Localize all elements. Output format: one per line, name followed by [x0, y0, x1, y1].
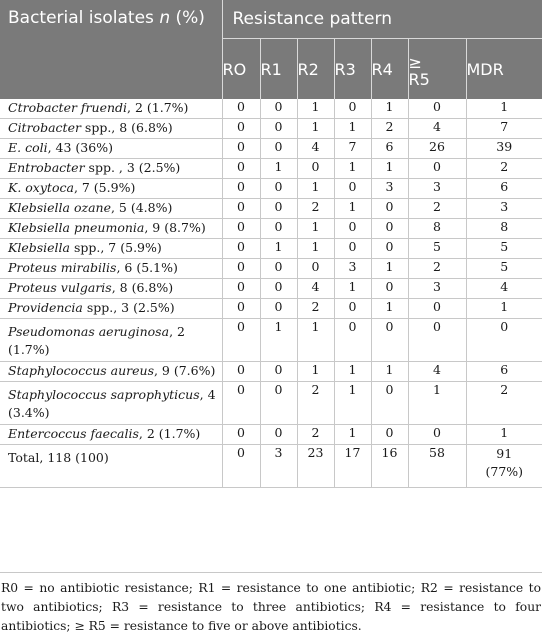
value-cell-r5: 58	[408, 445, 466, 488]
value-cell-r2: 2	[297, 425, 334, 445]
value-cell-r5: 2	[408, 259, 466, 279]
isolate-name-cell	[0, 259, 222, 279]
isolate-species: Klebsiella pneumonia	[8, 220, 145, 235]
table-row	[0, 199, 542, 219]
isolate-count: , 43 (36%)	[47, 140, 113, 155]
isolate-name-cell	[0, 219, 222, 239]
value-cell-ro: 0	[222, 425, 260, 445]
value-cell-mdr: 7	[466, 119, 542, 139]
table-row	[0, 362, 542, 382]
value-cell-r3: 3	[334, 259, 371, 279]
value-cell-mdr: 5	[466, 259, 542, 279]
value-cell-r2: 1	[297, 239, 334, 259]
value-cell-r2: 1	[297, 179, 334, 199]
value-cell-r5: 0	[408, 319, 466, 362]
isolate-count: , 6 (5.1%)	[116, 260, 178, 275]
value-cell-r1: 0	[260, 362, 297, 382]
isolate-species: Citrobacter	[8, 120, 81, 135]
isolate-count: spp., 3 (2.5%)	[82, 300, 175, 315]
value-cell-r4: 1	[371, 259, 408, 279]
isolate-name-cell	[0, 139, 222, 159]
value-cell-r4: 1	[371, 299, 408, 319]
footnote-text: R0 = no antibiotic resistance; R1 = resistance to one antibiotic; R2 = resistance to two antibiotics; R3 = resistance to three antibiotics; R4 = resistance to four antibiotics; ≥ R5 = resistance to five or above antibiotics.	[1, 581, 541, 633]
isolate-species: E. coli	[8, 140, 48, 155]
table-row	[0, 259, 542, 279]
isolate-name-cell	[0, 425, 222, 445]
value-cell-r3: 0	[334, 319, 371, 362]
value-cell-r2: 2	[297, 299, 334, 319]
isolate-species: Ctrobacter fruendi	[8, 100, 128, 115]
value-cell-r4: 16	[371, 445, 408, 488]
value-cell-r1: 0	[260, 219, 297, 239]
isolate-count: , 2 (1.7%)	[127, 100, 189, 115]
value-cell-r2: 4	[297, 139, 334, 159]
isolate-name-cell	[0, 179, 222, 199]
value-cell-r5: 3	[408, 179, 466, 199]
value-cell-r1: 3	[260, 445, 297, 488]
value-cell-r1: 0	[260, 199, 297, 219]
isolate-name-cell	[0, 319, 222, 362]
value-cell-r3: 0	[334, 299, 371, 319]
isolate-count: , 7 (5.9%)	[73, 180, 136, 195]
table-footnote	[0, 572, 542, 636]
isolate-name-cell	[0, 279, 222, 299]
value-cell-r2: 4	[297, 279, 334, 299]
value-cell-r2: 0	[297, 259, 334, 279]
column-header-r4: R4	[371, 39, 408, 100]
value-cell-mdr: 2	[466, 382, 542, 425]
value-cell-r1: 1	[260, 159, 297, 179]
table-row	[0, 99, 542, 119]
value-cell-r1: 1	[260, 319, 297, 362]
value-cell-r2: 2	[297, 199, 334, 219]
value-cell-r2: 1	[297, 219, 334, 239]
value-cell-r1: 0	[260, 119, 297, 139]
value-cell-r5: 0	[408, 159, 466, 179]
isolates-header: Bacterial isolates n (%)	[0, 0, 222, 99]
value-cell-r3: 1	[334, 159, 371, 179]
value-cell-r3: 0	[334, 99, 371, 119]
table-row	[0, 445, 542, 488]
isolate-count: , 5 (4.8%)	[110, 200, 173, 215]
value-cell-mdr: 91 (77%)	[466, 445, 542, 488]
isolate-count: spp. , 3 (2.5%)	[84, 160, 181, 175]
isolate-name-cell	[0, 299, 222, 319]
table-row	[0, 119, 542, 139]
value-cell-r4: 0	[371, 319, 408, 362]
value-cell-r4: 0	[371, 425, 408, 445]
isolate-name-cell	[0, 445, 222, 488]
value-cell-r2: 2	[297, 382, 334, 425]
value-cell-ro: 0	[222, 139, 260, 159]
table-row	[0, 139, 542, 159]
value-cell-r3: 1	[334, 362, 371, 382]
value-cell-r5: 4	[408, 362, 466, 382]
value-cell-ro: 0	[222, 239, 260, 259]
value-cell-r3: 0	[334, 219, 371, 239]
column-header-r5-text: ≥ R5	[408, 53, 430, 89]
value-cell-ro: 0	[222, 362, 260, 382]
isolate-name-cell	[0, 239, 222, 259]
value-cell-ro: 0	[222, 99, 260, 119]
table-row	[0, 299, 542, 319]
isolate-count: , 4 (3.4%)	[8, 387, 216, 420]
value-cell-r5: 2	[408, 199, 466, 219]
value-cell-r5: 4	[408, 119, 466, 139]
table-row	[0, 239, 542, 259]
table-row	[0, 219, 542, 239]
value-cell-r4: 0	[371, 279, 408, 299]
value-cell-r4: 0	[371, 199, 408, 219]
value-cell-r4: 0	[371, 219, 408, 239]
isolate-species: Staphylococcus saprophyticus	[8, 387, 200, 402]
value-cell-ro: 0	[222, 179, 260, 199]
table-row	[0, 279, 542, 299]
table-row	[0, 425, 542, 445]
isolate-count: spp., 7 (5.9%)	[70, 240, 162, 255]
isolate-count: Total, 118 (100)	[8, 450, 109, 465]
value-cell-mdr: 1	[466, 425, 542, 445]
value-cell-r2: 0	[297, 159, 334, 179]
isolate-name-cell	[0, 99, 222, 119]
isolate-count: , 9 (7.6%)	[153, 363, 216, 378]
value-cell-r1: 0	[260, 139, 297, 159]
value-cell-r4: 6	[371, 139, 408, 159]
value-cell-r1: 0	[260, 179, 297, 199]
value-cell-mdr: 5	[466, 239, 542, 259]
column-header-r2: R2	[297, 39, 334, 100]
value-cell-ro: 0	[222, 382, 260, 425]
value-cell-r2: 23	[297, 445, 334, 488]
column-header-r3: R3	[334, 39, 371, 100]
value-cell-mdr: 6	[466, 179, 542, 199]
isolate-name-cell	[0, 362, 222, 382]
table-row	[0, 319, 542, 362]
value-cell-ro: 0	[222, 279, 260, 299]
value-cell-r1: 0	[260, 382, 297, 425]
column-header-r5	[408, 39, 466, 100]
value-cell-r2: 1	[297, 99, 334, 119]
value-cell-mdr: 39	[466, 139, 542, 159]
isolate-species: Proteus mirabilis	[8, 260, 117, 275]
value-cell-r3: 1	[334, 119, 371, 139]
value-cell-r4: 1	[371, 362, 408, 382]
value-cell-r5: 1	[408, 382, 466, 425]
isolate-count: , 2 (1.7%)	[138, 426, 201, 441]
isolate-count: spp., 8 (6.8%)	[80, 120, 173, 135]
value-cell-r3: 1	[334, 199, 371, 219]
value-cell-r4: 1	[371, 159, 408, 179]
isolate-name-cell	[0, 119, 222, 139]
value-cell-ro: 0	[222, 119, 260, 139]
resistance-pattern-header: Resistance pattern	[222, 0, 542, 39]
isolate-species: Entercoccus faecalis	[8, 426, 139, 441]
value-cell-ro: 0	[222, 445, 260, 488]
value-cell-r4: 3	[371, 179, 408, 199]
isolate-species: Klebsiella	[8, 240, 70, 255]
table-row	[0, 179, 542, 199]
table-row	[0, 159, 542, 179]
header-row-1	[0, 0, 542, 39]
table-row	[0, 382, 542, 425]
column-header-mdr: MDR	[466, 39, 542, 100]
value-cell-ro: 0	[222, 159, 260, 179]
value-cell-r3: 1	[334, 425, 371, 445]
value-cell-r1: 1	[260, 239, 297, 259]
value-cell-mdr: 0	[466, 319, 542, 362]
value-cell-r1: 0	[260, 425, 297, 445]
value-cell-mdr: 4	[466, 279, 542, 299]
value-cell-r4: 0	[371, 239, 408, 259]
isolate-species: K. oxytoca	[8, 180, 74, 195]
value-cell-r2: 1	[297, 119, 334, 139]
value-cell-ro: 0	[222, 299, 260, 319]
value-cell-r5: 26	[408, 139, 466, 159]
isolate-name-cell	[0, 159, 222, 179]
isolate-count: , 2 (1.7%)	[8, 324, 185, 357]
value-cell-r2: 1	[297, 319, 334, 362]
isolate-name-cell	[0, 382, 222, 425]
value-cell-mdr: 1	[466, 299, 542, 319]
value-cell-r5: 3	[408, 279, 466, 299]
value-cell-ro: 0	[222, 259, 260, 279]
table-body	[0, 99, 542, 488]
value-cell-r5: 0	[408, 299, 466, 319]
value-cell-r4: 1	[371, 99, 408, 119]
value-cell-r4: 2	[371, 119, 408, 139]
value-cell-r3: 1	[334, 382, 371, 425]
value-cell-r2: 1	[297, 362, 334, 382]
value-cell-r3: 0	[334, 239, 371, 259]
value-cell-r1: 0	[260, 99, 297, 119]
isolate-species: Klebsiella ozane	[8, 200, 111, 215]
value-cell-r3: 1	[334, 279, 371, 299]
value-cell-r1: 0	[260, 259, 297, 279]
isolate-species: Proteus vulgaris	[8, 280, 112, 295]
value-cell-r3: 0	[334, 179, 371, 199]
value-cell-mdr: 2	[466, 159, 542, 179]
isolate-count: , 8 (6.8%)	[111, 280, 174, 295]
value-cell-mdr: 1	[466, 99, 542, 119]
isolate-name-cell	[0, 199, 222, 219]
isolate-count: , 9 (8.7%)	[144, 220, 206, 235]
value-cell-mdr: 8	[466, 219, 542, 239]
isolate-species: Pseudomonas aeruginosa	[8, 324, 170, 339]
isolate-species: Entrobacter	[8, 160, 85, 175]
value-cell-r1: 0	[260, 299, 297, 319]
value-cell-r5: 8	[408, 219, 466, 239]
isolate-species: Staphylococcus aureus	[8, 363, 154, 378]
value-cell-r3: 7	[334, 139, 371, 159]
value-cell-ro: 0	[222, 319, 260, 362]
value-cell-mdr: 6	[466, 362, 542, 382]
value-cell-r5: 5	[408, 239, 466, 259]
value-cell-r1: 0	[260, 279, 297, 299]
value-cell-ro: 0	[222, 219, 260, 239]
value-cell-ro: 0	[222, 199, 260, 219]
column-header-r1: R1	[260, 39, 297, 100]
value-cell-r5: 0	[408, 425, 466, 445]
value-cell-r4: 0	[371, 382, 408, 425]
value-cell-r5: 0	[408, 99, 466, 119]
value-cell-r3: 17	[334, 445, 371, 488]
isolate-species: Providencia	[8, 300, 83, 315]
column-header-ro: RO	[222, 39, 260, 100]
value-cell-mdr: 3	[466, 199, 542, 219]
